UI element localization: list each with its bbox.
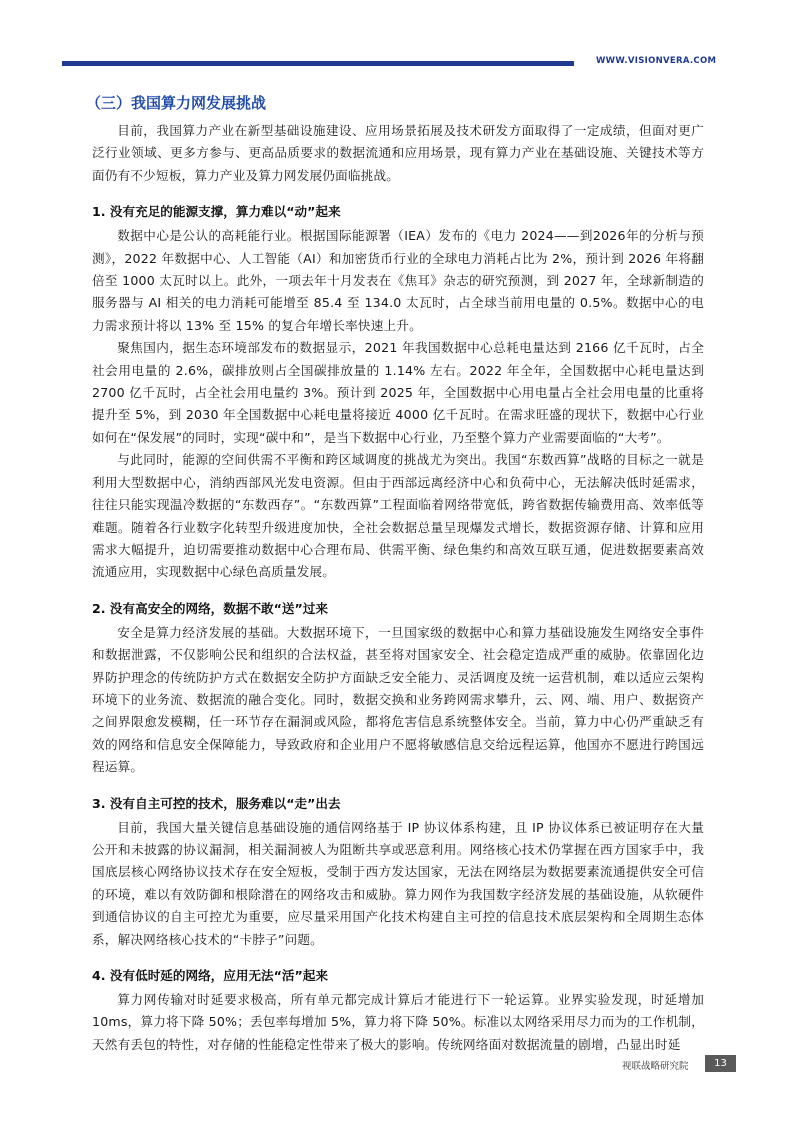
paragraph: 算力网传输对时延要求极高，所有单元都完成计算后才能进行下一轮运算。业界实验发现，时延增加 10ms，算力将下降 50%；丢包率每增加 5%，算力将下降 50%。标准以太网络采用尽力而为的工作机制，天然有丢包的特性，对存储的性能稳定性带来了极大的影响。传统网络面对数据流量的剧增，凸显出时延 — [92, 992, 704, 1052]
header-rule — [62, 61, 574, 66]
paragraph: 数据中心是公认的高耗能行业。根据国际能源署（IEA）发布的《电力 2024——到2026年的分析与预测》，2022 年数据中心、人工智能（AI）和加密货币行业的全球电力消耗占比为 2%，预计到 2026 年将翻倍至 1000 太瓦时以上。此外，一项去年十月发表在《焦耳》杂志的研究预测，到 2027 年，全球新制造的服务器与 AI 相关的电力消耗可能增至 85.4 至 134.0 太瓦时，占全球当前用电量的 0.5%。数据中心的电力需求预计将以 13% 至 15% 的复合年增长率快速上升。 — [92, 228, 704, 333]
challenge-4 — [92, 965, 704, 1056]
site-url: WWW.VISIONVERA.COM — [596, 56, 717, 66]
section-title: （三）我国算力网发展挑战 — [86, 94, 267, 112]
paragraph: 聚焦国内，据生态环境部发布的数据显示，2021 年我国数据中心总耗电量达到 2166 亿千瓦时，占全社会用电量的 2.6%，碳排放则占全国碳排放量的 1.14% 左右。2022 年全年，全国数据中心耗电量达到 2700 亿千瓦时，占全社会用电量约 3%。预计到 2025 年，全国数据中心用电量占全社会用电量的比重将提升至 5%，到 2030 年全国数据中心耗电量将接近 4000 亿千瓦时。在需求旺盛的现状下，数据中心行业如何在“保发展”的同时，实现“碳中和”，是当下数据中心行业，乃至整个算力产业需要面临的“大考”。 — [92, 340, 704, 445]
page-number: 13 — [705, 1055, 736, 1072]
footer-label: 视联战略研究院 — [622, 1061, 689, 1072]
challenge-heading: 1. 没有充足的能源支撑，算力难以“动”起来 — [92, 204, 341, 220]
challenge-2 — [92, 598, 704, 779]
challenge-heading: 2. 没有高安全的网络，数据不敢“送”过来 — [92, 600, 328, 616]
paragraph: 与此同时，能源的空间供需不平衡和跨区域调度的挑战尤为突出。我国“东数西算”战略的目标之一就是利用大型数据中心，消纳西部风光发电资源。但由于西部远离经济中心和负荷中心，无法解决低时延需求，往往只能实现温冷数据的“东数西存”。“东数西算”工程面临着网络带宽低，跨省数据传输费用高、效率低等难题。随着各行业数字化转型升级进度加快，全社会数据总量呈现爆发式增长，数据资源存储、计算和应用需求大幅提升，迫切需要推动数据中心合理布局、供需平衡、绿色集约和高效互联互通，促进数据要素高效流通应用，实现数据中心绿色高质量发展。 — [92, 452, 704, 580]
paragraph: 目前，我国大量关键信息基础设施的通信网络基于 IP 协议体系构建，且 IP 协议体系已被证明存在大量公开和未披露的协议漏洞，相关漏洞被人为阻断共享或恶意利用。网络核心技术仍掌握在西方国家手中，我国底层核心网络协议技术存在安全短板，受制于西方发达国家，无法在网络层为数据要素流通提供安全可信的环境，难以有效防御和根除潜在的网络攻击和威胁。算力网作为我国数字经济发展的基础设施，从软硬件到通信协议的自主可控尤为重要，应尽量采用国产化技术构建自主可控的信息技术底层架构和全周期生态体系，解决网络核心技术的“卡脖子”问题。 — [92, 819, 704, 947]
challenge-1 — [92, 201, 704, 584]
section-intro: 目前，我国算力产业在新型基础设施建设、应用场景拓展及技术研发方面取得了一定成绩，但面对更广泛行业领域、更多方参与、更高品质要求的数据流通和应用场景，现有算力产业在基础设施、关键技术等方面仍有不少短板，算力产业及算力网发展仍面临挑战。 — [92, 123, 704, 183]
challenge-heading: 4. 没有低时延的网络，应用无法“活”起来 — [92, 968, 328, 983]
challenge-heading: 3. 没有自主可控的技术，服务难以“走”出去 — [92, 795, 341, 811]
page-content — [86, 92, 704, 1056]
challenge-3 — [92, 793, 704, 951]
paragraph: 安全是算力经济发展的基础。大数据环境下，一旦国家级的数据中心和算力基础设施发生网络安全事件和数据泄露，不仅影响公民和组织的合法权益，甚至将对国家安全、社会稳定造成严重的威胁。依靠固化边界防护理念的传统防护方式在数据安全防护方面缺乏安全能力、灵活调度及统一运营机制，难以适应云架构环境下的业务流、数据流的融合变化。同时，数据交换和业务跨网需求攀升，云、网、端、用户、数据资产之间界限愈发模糊，任一环节存在漏洞或风险，都将危害信息系统整体安全。当前，算力中心仍严重缺乏有效的网络和信息安全保障能力，导致政府和企业用户不愿将敏感信息交给远程运算，他国亦不愿进行跨国远程运算。 — [92, 624, 704, 775]
